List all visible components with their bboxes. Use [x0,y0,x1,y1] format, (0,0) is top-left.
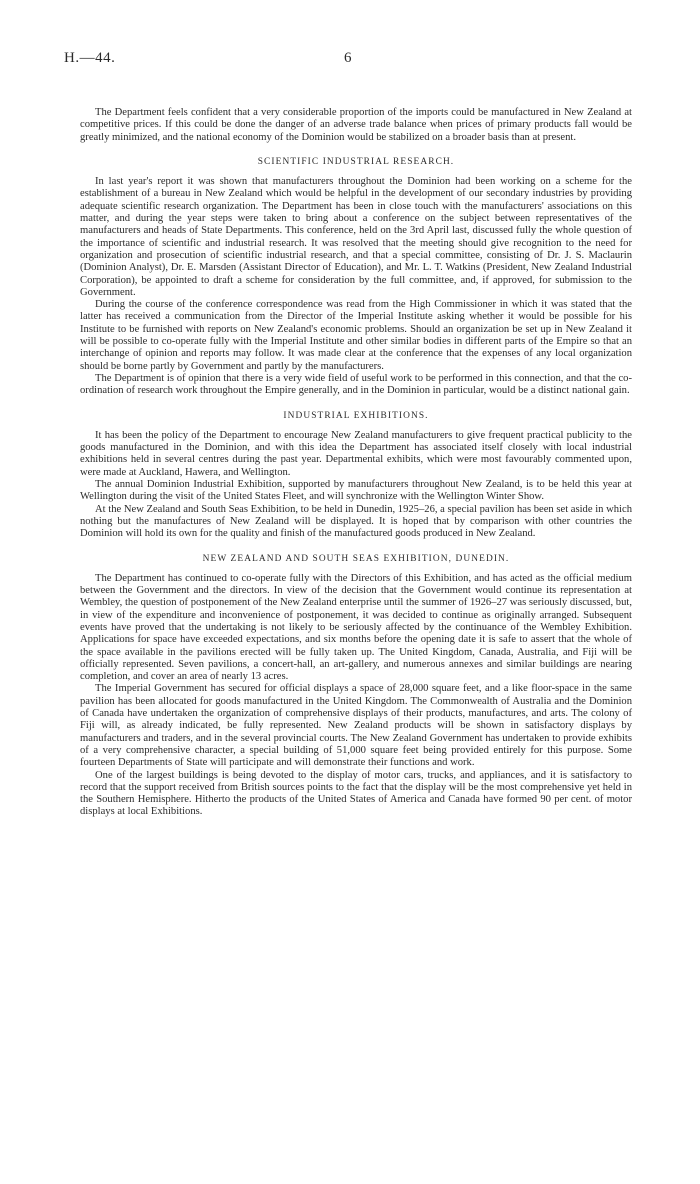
section-industrial-exhibitions [80,410,632,541]
paragraph: The Imperial Government has secured for official displays a space of 28,000 square feet, and a like floor-space in the same pavilion has been allocated for goods manufactured in the United Kingdom. The Commonwealth of Australia and the Dominion of Canada have undertaken the organization of comprehensive displays of their products, manufactures, and arts. The colony of Fiji will, as already indicated, be fully represented. New Zealand products will be shown in satisfactory displays by manufacturers and traders, and in the several provincial courts. The New Zealand Government has undertaken to provide exhibits of a very comprehensive character, a special building of 51,000 square feet being provided entirely for this purpose. Some fourteen Departments of State will participate and will demonstrate their functions and work. [80,683,632,769]
paragraph: One of the largest buildings is being devoted to the display of motor cars, trucks, and appliances, and it is satisfactory to record that the support received from British sources points to the fact that the display will be the most comprehensive yet held in the Southern Hemisphere. Hitherto the products of the United States of America and Canada have formed 90 per cent. of motor displays at local Exhibitions. [80,769,632,818]
section-heading: NEW ZEALAND AND SOUTH SEAS EXHIBITION, DUNEDIN. [202,553,510,564]
section-dunedin-exhibition [80,553,632,819]
paragraph: During the course of the conference correspondence was read from the High Commissioner in which it was stated that the latter has received a communication from the Director of the Imperial Institute asking whether it would be possible for his Institute to be furnished with reports on New Zealand's economic problems. Should an organization be set up in New Zealand it will be possible to co-operate fully with the Imperial Institute and other similar bodies in different parts of the Empire so that an interchange of opinion and reports may follow. It was made clear at the conference that the expenses of any local organization should be borne partly by Government and partly by the manufacturers. [80,299,632,372]
paragraph: It has been the policy of the Department to encourage New Zealand manufacturers to give frequent practical publicity to the goods manufactured in the Dominion, and with this idea the Department has associated itself closely with local industrial exhibitions held in several centres during the past year. Departmental exhibits, which were most favourably commented upon, were made at Auckland, Hawera, and Wellington. [80,429,632,478]
section-heading: SCIENTIFIC INDUSTRIAL RESEARCH. [257,156,455,167]
paragraph: The annual Dominion Industrial Exhibition, supported by manufacturers throughout New Zealand, is to be held this year at Wellington during the visit of the United States Fleet, and will synchronize with the Wellington Winter Show. [80,479,632,503]
paragraph: At the New Zealand and South Seas Exhibition, to be held in Dunedin, 1925–26, a special pavilion has been set aside in which nothing but the manufactures of New Zealand will be displayed. It is hoped that by comparison with other countries the Dominion will hold its own for the quality and finish of the manufactured goods produced in New Zealand. [80,503,632,540]
document-body [80,107,632,819]
paragraph: The Department is of opinion that there is a very wide field of useful work to be performed in this connection, and that the co-ordination of research work throughout the Empire generally, and in the Dominion in particular, would be a distinct national gain. [80,372,632,397]
paragraph: The Department has continued to co-operate fully with the Directors of this Exhibition, and has acted as the official medium between the Government and the directors. In view of the decision that the Government would continue its representation at Wembley, the question of postponement of the New Zealand enterprise until the summer of 1926–27 was seriously discussed, but, in view of the expenditure and inconvenience of postponement, it was decided to continue as originally arranged. Subsequent events have proved that the undertaking is not likely to be seriously affected by the continuance of the Wembley Exhibition. Applications for space have exceeded expectations, and six months before the opening date it is safe to assert that the whole of the space available in the pavilions erected will be fully taken up. The United Kingdom, Canada, Australia, and Fiji will be officially represented. Seven pavilions, a concert-hall, an art-gallery, and numerous annexes and similar buildings are nearing completion, and cover an area of nearly 13 acres. [80,572,632,683]
section-introduction [80,107,632,144]
paragraph: The Department feels confident that a very considerable proportion of the imports could be manufactured in New Zealand at competitive prices. If this could be done the danger of an adverse trade balance when prices of primary products fall would be greatly minimized, and the national economy of the Dominion would be stabilized on a broader basis than at present. [80,107,632,143]
section-scientific-industrial-research [80,156,632,398]
section-heading: INDUSTRIAL EXHIBITIONS. [283,410,429,421]
paragraph: In last year's report it was shown that manufacturers throughout the Dominion had been working on a scheme for the establishment of a bureau in New Zealand which would be helpful in the development of our secondary industries by providing adequate scientific research organization. The Department has been in close touch with the manufacturers' associations on this matter, and during the year steps were taken to bring about a conference on the subject between representatives of the manufacturers and heads of State Departments. This conference, held on the 3rd April last, discussed fully the whole question of the importance of scientific and industrial research. It was resolved that the meeting should give recognition to the need for organization and prosecution of scientific industrial research, and that a special committee, consisting of Dr. J. S. Maclaurin (Dominion Analyst), Dr. E. Marsden (Assistant Director of Education), and Mr. L. T. Watkins (President, New Zealand Industrial Corporation), be appointed to draft a scheme for consideration by the full committee, and, if approved, for submission to the Government. [80,176,632,298]
page-header [64,50,644,72]
document-reference: H.—44. [64,50,116,66]
page-number: 6 [344,50,352,66]
